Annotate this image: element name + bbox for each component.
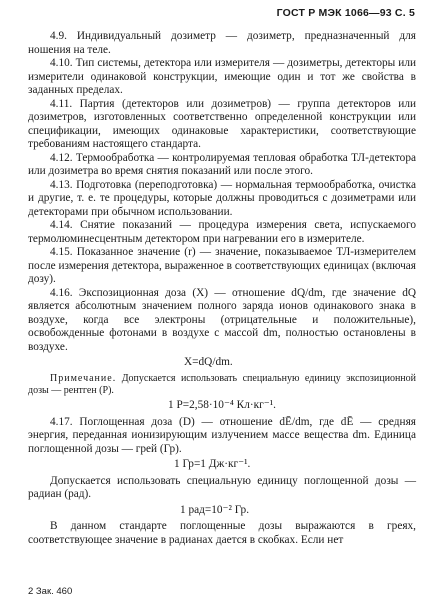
paragraph-4-11: 4.11. Партия (детекторов или дозиметров) — группа детекторов или дозиметров, изготовленных соответственно определенной конструкции или спецификации, имеющих одинаковые характеристики, соответствующие требованиям настоящего стандарта.	[28, 97, 416, 150]
formula-rad: 1 рад=10⁻² Гр.	[180, 503, 250, 516]
page-footer: 2 Зак. 460	[28, 586, 73, 597]
note-label: Примечание.	[50, 372, 117, 384]
paragraph-4-10: 4.10. Тип системы, детектора или измерителя — дозиметры, детекторы или измерители одинаковой конструкции, имеющие один и тот же свойства в заданных пределах.	[28, 57, 416, 96]
page-header: ГОСТ Р МЭК 1066—93 С. 5	[276, 7, 415, 19]
formula-exposure-dose: X=dQ/dm.	[184, 356, 233, 368]
formula-roentgen: 1 Р=2,58·10⁻⁴ Кл·кг⁻¹.	[168, 399, 276, 412]
paragraph-4-14: 4.14. Снятие показаний — процедура измерения света, испускаемого термолюминесцентным детектором при нагревании его в измерителе.	[28, 219, 416, 245]
paragraph-4-15: 4.15. Показанное значение (r) — значение, показываемое ТЛ-измерителем после измерения детектора, выраженное в соответствующих единицах (включая дозу).	[28, 246, 416, 285]
paragraph-4-9: 4.9. Индивидуальный дозиметр — дозиметр, предназначенный для ношения на теле.	[28, 30, 416, 56]
note-text: Допускается использовать специальную единицу экспозиционной дозы — рентген (Р).	[28, 372, 416, 396]
note	[28, 373, 416, 398]
page-body	[28, 30, 416, 547]
paragraph-last: В данном стандарте поглощенные дозы выражаются в греях, соответствующее значение в радианах дается в скобках. Если нет	[28, 520, 416, 546]
paragraph-4-12: 4.12. Термообработка — контролируемая тепловая обработка ТЛ-детектора или дозиметра во время снятия показаний или после этого.	[28, 151, 416, 177]
paragraph-4-17: 4.17. Поглощенная доза (D) — отношение dĒ/dm, где dĒ — средняя энергия, переданная ионизирующим излучением массе вещества dm. Единица поглощенной дозы — грей (Гр).	[28, 415, 416, 455]
paragraph-rad-allowed: Допускается использовать специальную единицу поглощенной дозы — радиан (рад).	[28, 474, 416, 501]
paragraph-4-16: 4.16. Экспозиционная доза (X) — отношение dQ/dm, где значение dQ является абсолютным значением полного заряда ионов одинакового знака в воздухе, когда все электроны (отрицательные и положительные), освобожденные фотонами в воздухе с массой dm, полностью остановлены в воздухе.	[28, 286, 416, 353]
formula-gray: 1 Гр=1 Дж·кг⁻¹.	[174, 458, 251, 471]
paragraph-4-13: 4.13. Подготовка (переподготовка) — нормальная термообработка, очистка и другие, т. е. те процедуры, которые должны проводиться с дозиметрами или детекторами при обычном использовании.	[28, 178, 416, 218]
